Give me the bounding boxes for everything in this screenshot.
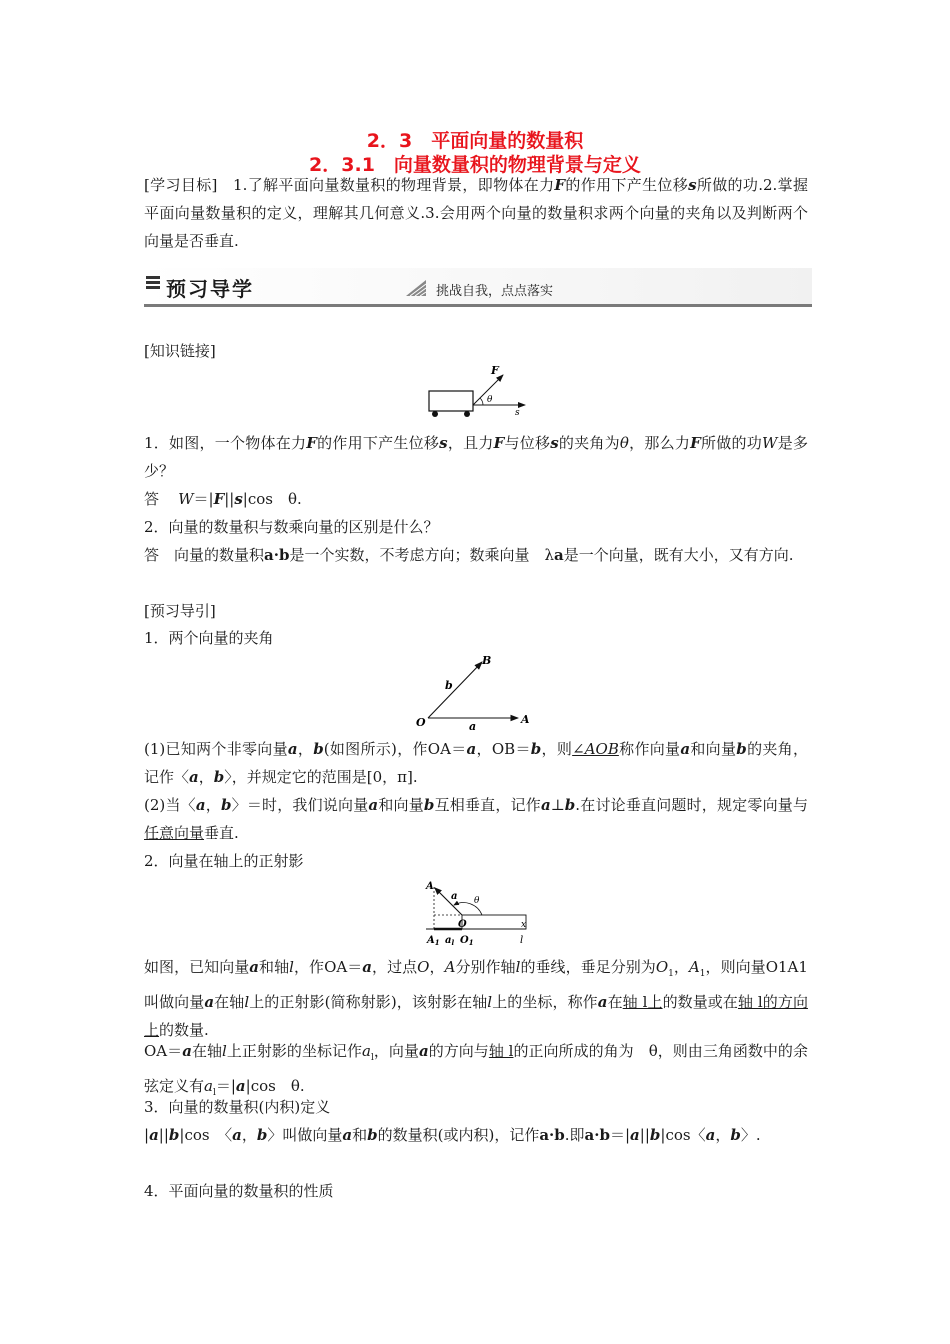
projection-diagram: [422, 877, 534, 949]
svg-text:O1: $O_1$: [460, 935, 474, 947]
knowledge-link-label: [知识链接]: [144, 342, 216, 360]
svg-text:x: x: [521, 920, 527, 930]
question-1: 1．如图，一个物体在力F的作用下产生位移s，且力F与位移s的夹角为θ，那么力F所做的功W是多少？: [144, 434, 808, 480]
svg-text:B: B: [482, 654, 492, 667]
section-title: 2．3 平面向量的数量积: [366, 130, 584, 152]
heading-angle: 1．两个向量的夹角: [144, 629, 274, 647]
svg-text:a: a: [469, 720, 477, 730]
svg-text:A: A: [426, 881, 434, 892]
svg-text:s: s: [515, 408, 520, 418]
learning-objectives: [学习目标] 1.了解平面向量数量积的物理背景，即物体在力F的作用下产生位移s所做的功.2.掌握平面向量数量积的定义，理解其几何意义.3.会用两个向量的数量积求两个向量的夹角以及判断两个向量是否垂直.: [144, 176, 808, 250]
svg-text:l: l: [520, 935, 524, 946]
heading-properties: 4．平面向量的数量积的性质: [144, 1182, 334, 1200]
banner-divider: [144, 304, 812, 307]
force-diagram: [425, 365, 535, 420]
svg-text:F: F: [491, 365, 499, 377]
vector-b-arrow: [428, 662, 482, 718]
angle-definition: (1)已知两个非零向量a，b(如图所示)，作OA＝a，OB＝b，则∠AOB称作向量a和向量b的夹角，记作〈a，b〉，并规定它的范围是[0，π].: [144, 740, 808, 786]
dot-product-definition: |a||b|cos 〈a，b〉叫做向量a和b的数量积(或内积)，记作a·b.即a·b＝|a||b|cos〈a，b〉.: [144, 1126, 761, 1144]
stripes-icon: [146, 276, 160, 294]
answer-1: 答 W＝|F||s|cos θ.: [144, 490, 302, 508]
svg-text:θ: θ: [487, 395, 493, 405]
banner-title: 预习导学: [166, 277, 254, 301]
projection-definition: 如图，已知向量a和轴l，作OA＝a，过点O，A分别作轴l的垂线，垂足分别为$O_1$，$A_1$，则向量O1A1叫做向量a在轴l上的正射影(简称射影)，该射影在轴l上的坐标，称作a在轴 l上的数量或在轴 l的方向上的数量.: [144, 958, 808, 1039]
banner-subtitle: 挑战自我，点点落实: [436, 284, 554, 299]
objectives-label: [学习目标]: [144, 176, 218, 194]
heading-projection: 2．向量在轴上的正射影: [144, 852, 304, 870]
svg-text:b: b: [445, 679, 453, 692]
svg-text:O: O: [458, 919, 467, 930]
heading-dot-product: 3．向量的数量积(内积)定义: [144, 1098, 331, 1116]
triangle-icon: [406, 280, 426, 296]
svg-text:A1: $A_1$: [427, 935, 440, 947]
subsection-title: 2．3.1 向量数量积的物理背景与定义: [309, 154, 641, 176]
perpendicular-definition: (2)当〈a，b〉＝时，我们说向量a和向量b互相垂直，记作a⊥b.在讨论垂直问题时，规定零向量与任意向量垂直.: [144, 796, 808, 842]
svg-text:O: O: [416, 716, 426, 729]
projection-coordinate: OA＝a在轴l上正射影的坐标记作$a_l$，向量a的方向与轴 l的正向所成的角为 θ，则由三角函数中的余弦定义有$a_l=|a|\cos$ θ.: [144, 1042, 808, 1098]
answer-2: 答 向量的数量积a·b是一个实数，不考虑方向；数乘向量 λa是一个向量，既有大小，又有方向.: [144, 546, 794, 564]
svg-text:a: a: [451, 891, 458, 902]
svg-text:θ: θ: [474, 896, 480, 906]
vector-a-arrow: [435, 888, 462, 915]
block-shape: [429, 391, 473, 411]
svg-text:al: $a_l$: [445, 935, 455, 947]
question-2: 2．向量的数量积与数乘向量的区别是什么？: [144, 518, 439, 536]
vector-angle-diagram: [412, 648, 537, 730]
preview-guide-label: [预习导引]: [144, 602, 216, 620]
preview-banner: [144, 268, 812, 308]
svg-text:A: A: [521, 713, 530, 726]
